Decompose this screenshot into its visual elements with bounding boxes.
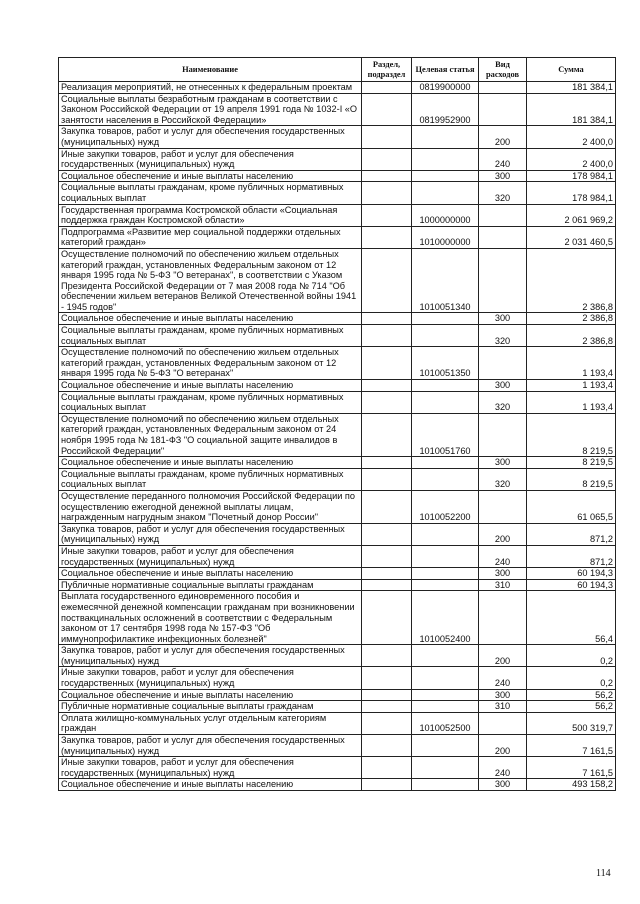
cell-target: [412, 545, 479, 567]
cell-section: [362, 645, 412, 667]
cell-target: [412, 391, 479, 413]
cell-section: [362, 779, 412, 791]
cell-kind: 300: [479, 170, 527, 182]
cell-target: 1000000000: [412, 204, 479, 226]
cell-section: [362, 667, 412, 689]
table-row: [59, 226, 616, 248]
cell-target: [412, 182, 479, 204]
cell-target: [412, 667, 479, 689]
table-row: [59, 347, 616, 380]
cell-sum: 7 161,5: [527, 735, 616, 757]
cell-section: [362, 93, 412, 126]
cell-target: 1010000000: [412, 226, 479, 248]
cell-sum: 181 384,1: [527, 82, 616, 94]
cell-target: [412, 380, 479, 392]
cell-section: [362, 347, 412, 380]
cell-sum: 2 400,0: [527, 126, 616, 148]
cell-section: [362, 523, 412, 545]
cell-sum: 60 194,3: [527, 579, 616, 591]
cell-section: [362, 204, 412, 226]
cell-sum: 2 386,8: [527, 248, 616, 313]
budget-table: [58, 57, 616, 791]
cell-sum: 0,2: [527, 645, 616, 667]
cell-name: Социальные выплаты гражданам, кроме публичных нормативных социальных выплат: [59, 468, 362, 490]
cell-sum: 871,2: [527, 523, 616, 545]
cell-name: Закупка товаров, работ и услуг для обеспечения государственных (муниципальных) нужд: [59, 523, 362, 545]
cell-kind: [479, 490, 527, 523]
cell-section: [362, 545, 412, 567]
cell-kind: 300: [479, 380, 527, 392]
table-row: [59, 380, 616, 392]
cell-target: [412, 468, 479, 490]
cell-sum: 1 193,4: [527, 380, 616, 392]
cell-kind: 200: [479, 523, 527, 545]
cell-target: [412, 645, 479, 667]
cell-sum: 181 384,1: [527, 93, 616, 126]
cell-kind: 300: [479, 313, 527, 325]
cell-name: Социальное обеспечение и иные выплаты населению: [59, 380, 362, 392]
cell-target: [412, 325, 479, 347]
cell-kind: 200: [479, 735, 527, 757]
table-row: [59, 712, 616, 734]
cell-name: Иные закупки товаров, работ и услуг для обеспечения государственных (муниципальных) нужд: [59, 667, 362, 689]
cell-name: Выплата государственного единовременного пособия и ежемесячной денежной компенсации гражданам при возникновении поствакцинальных осложнений в соответствии с Федеральным законом от 17 сентября 1998 года № 157-ФЗ "Об иммунопрофилактике инфекционных болезней": [59, 591, 362, 645]
cell-name: Осуществление переданного полномочия Российской Федерации по осуществлению ежегодной денежной выплаты лицам, награжденным нагрудным знаком "Почетный донор России": [59, 490, 362, 523]
cell-section: [362, 182, 412, 204]
header-section: Раздел, подраздел: [362, 58, 412, 82]
table-row: [59, 170, 616, 182]
cell-target: 0819952900: [412, 93, 479, 126]
table-row: [59, 148, 616, 170]
cell-kind: [479, 248, 527, 313]
cell-sum: 871,2: [527, 545, 616, 567]
table-row: [59, 93, 616, 126]
cell-sum: 8 219,5: [527, 468, 616, 490]
cell-target: [412, 126, 479, 148]
cell-kind: 300: [479, 689, 527, 701]
cell-sum: 2 386,8: [527, 325, 616, 347]
cell-kind: [479, 413, 527, 456]
cell-name: Закупка товаров, работ и услуг для обеспечения государственных (муниципальных) нужд: [59, 645, 362, 667]
cell-kind: 200: [479, 126, 527, 148]
cell-kind: 240: [479, 545, 527, 567]
cell-target: [412, 457, 479, 469]
table-row: [59, 248, 616, 313]
header-sum: Сумма: [527, 58, 616, 82]
cell-section: [362, 735, 412, 757]
table-row: [59, 313, 616, 325]
cell-sum: 2 386,8: [527, 313, 616, 325]
cell-sum: 8 219,5: [527, 457, 616, 469]
cell-name: Социальное обеспечение и иные выплаты населению: [59, 457, 362, 469]
cell-kind: 300: [479, 457, 527, 469]
cell-sum: 8 219,5: [527, 413, 616, 456]
cell-target: [412, 579, 479, 591]
cell-sum: 7 161,5: [527, 757, 616, 779]
table-row: [59, 82, 616, 94]
cell-kind: [479, 591, 527, 645]
table-row: [59, 757, 616, 779]
cell-name: Социальные выплаты безработным гражданам в соответствии с Законом Российской Федерации от 19 апреля 1991 года № 1032-I «О занятости населения в Российской Федерации»: [59, 93, 362, 126]
cell-section: [362, 413, 412, 456]
cell-target: [412, 313, 479, 325]
header-name: Наименование: [59, 58, 362, 82]
table-row: [59, 468, 616, 490]
cell-section: [362, 126, 412, 148]
table-row: [59, 579, 616, 591]
cell-section: [362, 226, 412, 248]
cell-name: Осуществление полномочий по обеспечению жильем отдельных категорий граждан, установленных Федеральным законом от 24 ноября 1995 года № 181-ФЗ "О социальной защите инвалидов в Российской Федерации": [59, 413, 362, 456]
cell-target: [412, 523, 479, 545]
cell-sum: 56,4: [527, 591, 616, 645]
cell-name: Социальные выплаты гражданам, кроме публичных нормативных социальных выплат: [59, 391, 362, 413]
cell-target: [412, 779, 479, 791]
cell-name: Иные закупки товаров, работ и услуг для обеспечения государственных (муниципальных) нужд: [59, 545, 362, 567]
cell-name: Осуществление полномочий по обеспечению жильем отдельных категорий граждан, установленных Федеральным законом от 12 января 1995 года № 5-ФЗ "О ветеранах": [59, 347, 362, 380]
table-row: [59, 413, 616, 456]
cell-kind: 300: [479, 779, 527, 791]
table-row: [59, 204, 616, 226]
cell-sum: 493 158,2: [527, 779, 616, 791]
cell-name: Иные закупки товаров, работ и услуг для обеспечения государственных (муниципальных) нужд: [59, 757, 362, 779]
cell-sum: 178 984,1: [527, 170, 616, 182]
cell-sum: 500 319,7: [527, 712, 616, 734]
cell-target: 1010051350: [412, 347, 479, 380]
cell-sum: 1 193,4: [527, 391, 616, 413]
cell-kind: 310: [479, 579, 527, 591]
cell-sum: 2 400,0: [527, 148, 616, 170]
cell-kind: [479, 712, 527, 734]
cell-kind: [479, 204, 527, 226]
cell-section: [362, 170, 412, 182]
cell-section: [362, 568, 412, 580]
table-body: [59, 82, 616, 791]
table-row: [59, 645, 616, 667]
cell-sum: 2 061 969,2: [527, 204, 616, 226]
cell-kind: [479, 226, 527, 248]
table-row: [59, 568, 616, 580]
cell-section: [362, 579, 412, 591]
cell-section: [362, 701, 412, 713]
cell-target: 1010051760: [412, 413, 479, 456]
cell-target: 1010052200: [412, 490, 479, 523]
cell-kind: 200: [479, 645, 527, 667]
cell-name: Социальное обеспечение и иные выплаты населению: [59, 170, 362, 182]
cell-section: [362, 313, 412, 325]
cell-sum: 2 031 460,5: [527, 226, 616, 248]
cell-section: [362, 468, 412, 490]
cell-sum: 61 065,5: [527, 490, 616, 523]
cell-target: [412, 689, 479, 701]
table-row: [59, 689, 616, 701]
cell-kind: [479, 347, 527, 380]
cell-name: Государственная программа Костромской области «Социальная поддержка граждан Костромской области»: [59, 204, 362, 226]
cell-name: Осуществление полномочий по обеспечению жильем отдельных категорий граждан, установленных Федеральным законом от 12 января 1995 года № 5-ФЗ "О ветеранах", в соответствии с Указом Президента Российской Федерации от 7 мая 2008 года № 714 "Об обеспечении жильем ветеранов Великой Отечественной войны 1941 - 1945 годов": [59, 248, 362, 313]
cell-name: Социальные выплаты гражданам, кроме публичных нормативных социальных выплат: [59, 182, 362, 204]
table-row: [59, 490, 616, 523]
table-row: [59, 779, 616, 791]
table-row: [59, 126, 616, 148]
cell-kind: 300: [479, 568, 527, 580]
cell-section: [362, 380, 412, 392]
cell-kind: 320: [479, 391, 527, 413]
budget-document: [58, 57, 615, 791]
cell-section: [362, 689, 412, 701]
cell-kind: 310: [479, 701, 527, 713]
cell-name: Подпрограмма «Развитие мер социальной поддержки отдельных категорий граждан»: [59, 226, 362, 248]
cell-sum: 60 194,3: [527, 568, 616, 580]
cell-target: [412, 701, 479, 713]
table-row: [59, 735, 616, 757]
cell-name: Иные закупки товаров, работ и услуг для обеспечения государственных (муниципальных) нужд: [59, 148, 362, 170]
cell-section: [362, 457, 412, 469]
table-row: [59, 457, 616, 469]
table-row: [59, 391, 616, 413]
cell-target: 1010052500: [412, 712, 479, 734]
cell-section: [362, 391, 412, 413]
cell-kind: [479, 82, 527, 94]
cell-target: [412, 170, 479, 182]
cell-target: 1010052400: [412, 591, 479, 645]
cell-name: Социальные выплаты гражданам, кроме публичных нормативных социальных выплат: [59, 325, 362, 347]
cell-section: [362, 325, 412, 347]
cell-name: Социальное обеспечение и иные выплаты населению: [59, 568, 362, 580]
cell-sum: 178 984,1: [527, 182, 616, 204]
table-row: [59, 701, 616, 713]
table-row: [59, 523, 616, 545]
cell-target: [412, 757, 479, 779]
table-row: [59, 325, 616, 347]
cell-sum: 0,2: [527, 667, 616, 689]
cell-kind: 240: [479, 148, 527, 170]
header-kind: Вид расходов: [479, 58, 527, 82]
cell-section: [362, 757, 412, 779]
cell-name: Закупка товаров, работ и услуг для обеспечения государственных (муниципальных) нужд: [59, 126, 362, 148]
cell-kind: 320: [479, 325, 527, 347]
table-row: [59, 667, 616, 689]
table-row: [59, 591, 616, 645]
table-row: [59, 545, 616, 567]
cell-kind: 320: [479, 182, 527, 204]
cell-section: [362, 248, 412, 313]
cell-section: [362, 490, 412, 523]
header-target: Целевая статья: [412, 58, 479, 82]
cell-target: [412, 568, 479, 580]
cell-section: [362, 148, 412, 170]
cell-name: Публичные нормативные социальные выплаты гражданам: [59, 579, 362, 591]
cell-name: Оплата жилищно-коммунальных услуг отдельным категориям граждан: [59, 712, 362, 734]
cell-name: Социальное обеспечение и иные выплаты населению: [59, 313, 362, 325]
cell-section: [362, 712, 412, 734]
cell-target: [412, 735, 479, 757]
page-number: 114: [596, 868, 611, 879]
cell-sum: 1 193,4: [527, 347, 616, 380]
cell-kind: 240: [479, 667, 527, 689]
cell-kind: [479, 93, 527, 126]
cell-name: Закупка товаров, работ и услуг для обеспечения государственных (муниципальных) нужд: [59, 735, 362, 757]
cell-sum: 56,2: [527, 701, 616, 713]
cell-name: Социальное обеспечение и иные выплаты населению: [59, 689, 362, 701]
cell-name: Реализация мероприятий, не отнесенных к федеральным проектам: [59, 82, 362, 94]
cell-sum: 56,2: [527, 689, 616, 701]
cell-target: 0819900000: [412, 82, 479, 94]
cell-target: [412, 148, 479, 170]
cell-section: [362, 82, 412, 94]
cell-kind: 320: [479, 468, 527, 490]
table-row: [59, 182, 616, 204]
cell-name: Социальное обеспечение и иные выплаты населению: [59, 779, 362, 791]
table-header-row: [59, 58, 616, 82]
cell-section: [362, 591, 412, 645]
cell-name: Публичные нормативные социальные выплаты гражданам: [59, 701, 362, 713]
cell-target: 1010051340: [412, 248, 479, 313]
cell-kind: 240: [479, 757, 527, 779]
